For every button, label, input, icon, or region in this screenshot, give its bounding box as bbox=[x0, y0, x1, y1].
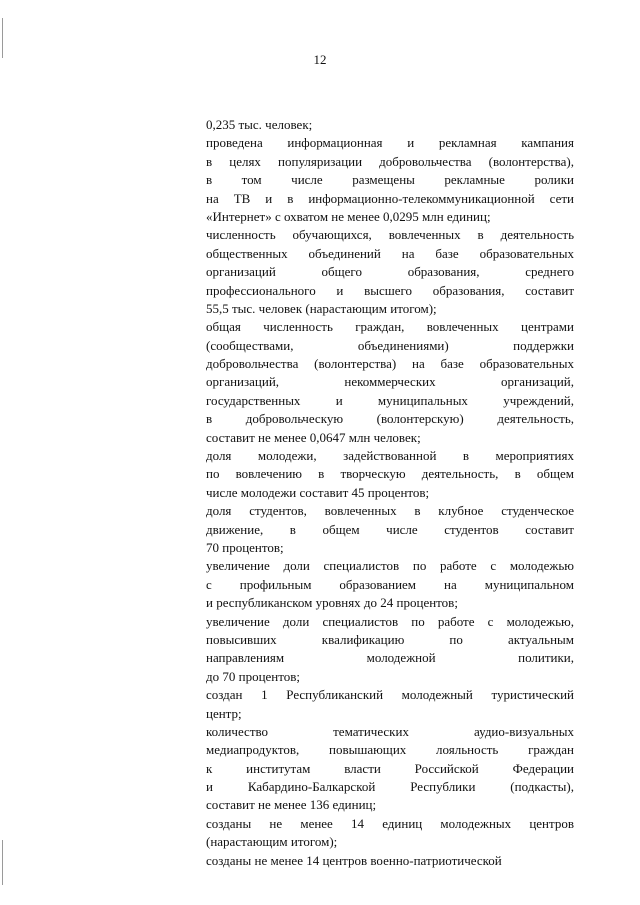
text-line: «Интернет» с охватом не менее 0,0295 млн единиц; bbox=[206, 208, 491, 224]
text-line: организаций, некоммерческих организаций, bbox=[206, 374, 574, 390]
text-line: направлениям молодежной политики, bbox=[206, 650, 574, 666]
paragraph bbox=[206, 318, 574, 447]
text-line: (нарастающим итогом); bbox=[206, 834, 338, 850]
text-line: на ТВ и в информационно-телекоммуникационной сети bbox=[206, 190, 574, 206]
text-line: к институтам власти Российской Федерации bbox=[206, 760, 574, 776]
scan-edge-bottom bbox=[2, 840, 3, 885]
text-line: центр; bbox=[206, 705, 242, 721]
text-line: с профильным образованием на муниципальном bbox=[206, 576, 574, 592]
text-line: и республиканском уровнях до 24 процентов; bbox=[206, 595, 458, 611]
text-line: по вовлечению в творческую деятельность, в общем bbox=[206, 466, 574, 482]
paragraph bbox=[206, 502, 574, 557]
paragraph bbox=[206, 134, 574, 226]
paragraph bbox=[206, 686, 574, 723]
text-line: создан 1 Республиканский молодежный туристический bbox=[206, 687, 574, 703]
page-number: 12 bbox=[313, 52, 327, 67]
text-line: (сообществами, объединениями) поддержки bbox=[206, 337, 574, 353]
text-line: общая численность граждан, вовлеченных центрами bbox=[206, 319, 574, 335]
text-line: увеличение доли специалистов по работе с молодежью bbox=[206, 558, 574, 574]
paragraph bbox=[206, 557, 574, 612]
text-line: повысивших квалификацию по актуальным bbox=[206, 631, 574, 647]
text-line: в добровольческую (волонтерскую) деятельность, bbox=[206, 411, 574, 427]
text-line: в том числе размещены рекламные ролики bbox=[206, 172, 574, 188]
text-line: созданы не менее 14 единиц молодежных центров bbox=[206, 815, 574, 831]
document-body bbox=[206, 116, 574, 870]
text-line: проведена информационная и рекламная кампания bbox=[206, 135, 574, 151]
paragraph bbox=[206, 723, 574, 815]
text-line: организаций общего образования, среднего bbox=[206, 264, 574, 280]
text-line: 70 процентов; bbox=[206, 539, 284, 555]
paragraph bbox=[206, 226, 574, 318]
text-line: созданы не менее 14 центров военно-патриотической bbox=[206, 852, 502, 868]
text-line: доля студентов, вовлеченных в клубное студенческое bbox=[206, 503, 574, 519]
text-line: числе молодежи составит 45 процентов; bbox=[206, 484, 430, 500]
paragraph bbox=[206, 815, 574, 852]
text-line: профессионального и высшего образования, составит bbox=[206, 282, 574, 298]
text-line: движение, в общем числе студентов составит bbox=[206, 521, 574, 537]
text-line: 0,235 тыс. человек; bbox=[206, 117, 313, 132]
text-line: численность обучающихся, вовлеченных в деятельность bbox=[206, 227, 574, 243]
text-line: в целях популяризации добровольчества (волонтерства), bbox=[206, 153, 574, 169]
text-line: общественных объединений на базе образовательных bbox=[206, 245, 574, 261]
text-line: медиапродуктов, повышающих лояльность граждан bbox=[206, 742, 574, 758]
text-line: и Кабардино-Балкарской Республики (подкасты), bbox=[206, 779, 574, 795]
text-line: составит не менее 136 единиц; bbox=[206, 797, 377, 813]
text-line: доля молодежи, задействованной в мероприятиях bbox=[206, 448, 574, 464]
text-line: количество тематических аудио-визуальных bbox=[206, 723, 574, 739]
paragraph bbox=[206, 447, 574, 502]
text-line: составит не менее 0,0647 млн человек; bbox=[206, 429, 421, 445]
text-line: добровольчества (волонтерства) на базе образовательных bbox=[206, 356, 574, 372]
paragraph bbox=[206, 116, 574, 134]
paragraph bbox=[206, 613, 574, 687]
paragraph bbox=[206, 852, 574, 870]
text-line: 55,5 тыс. человек (нарастающим итогом); bbox=[206, 300, 437, 316]
text-line: до 70 процентов; bbox=[206, 668, 301, 684]
text-line: увеличение доли специалистов по работе с молодежью, bbox=[206, 613, 574, 629]
text-line: государственных и муниципальных учреждений, bbox=[206, 392, 574, 408]
